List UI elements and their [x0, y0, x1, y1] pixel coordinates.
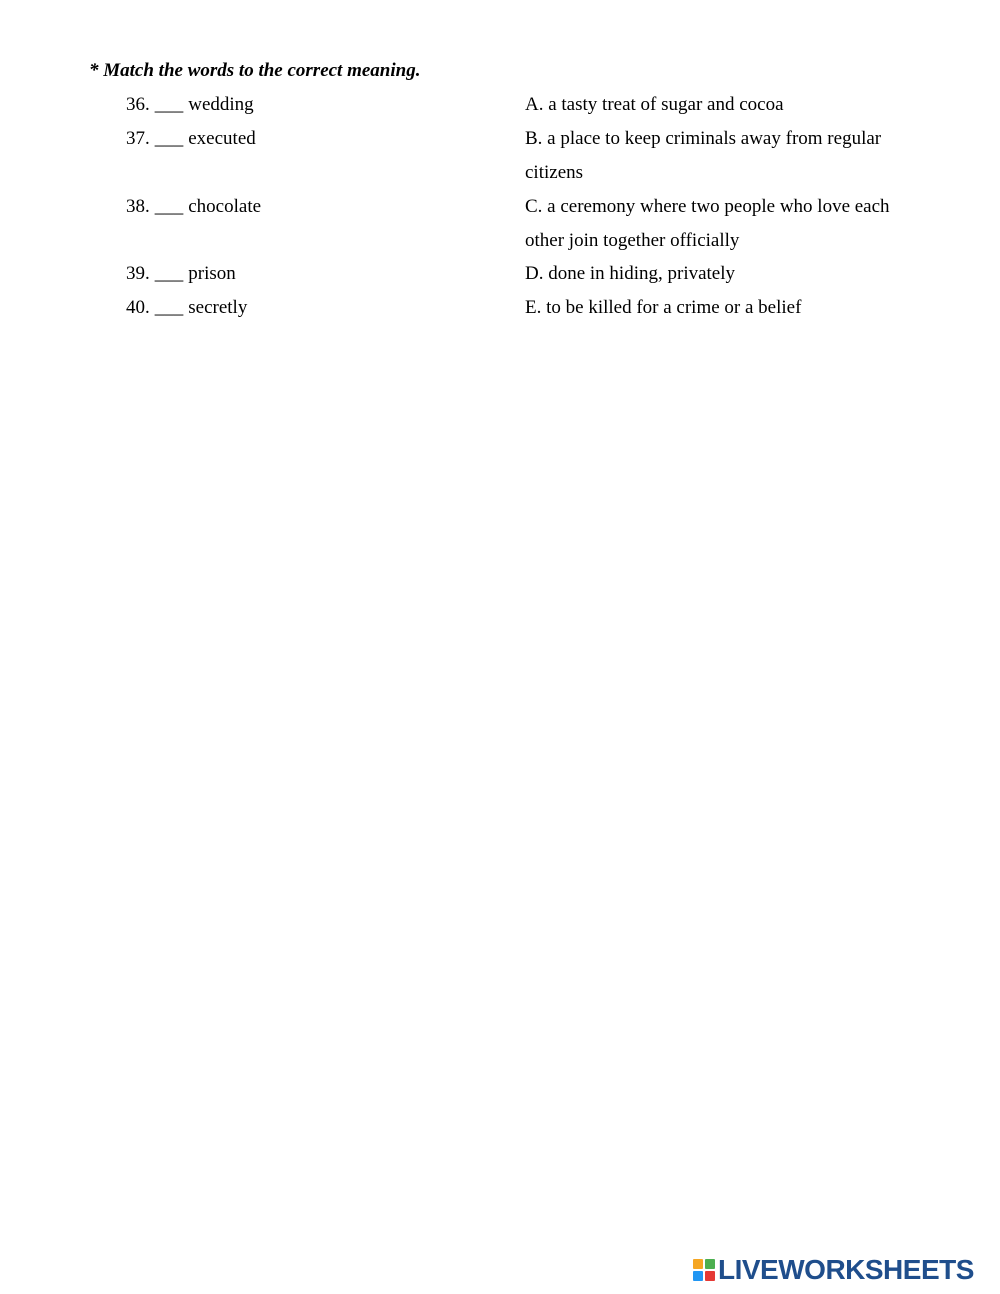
item-number: 38. [126, 196, 150, 217]
definition-a: A. a tasty treat of sugar and cocoa [525, 94, 784, 115]
logo-text: LIVEWORKSHEETS [718, 1254, 974, 1285]
definition-b: B. a place to keep criminals away from regular citizens [525, 128, 882, 183]
logo-square [705, 1271, 715, 1281]
definition-d: D. done in hiding, privately [525, 263, 736, 284]
item-38 [126, 196, 261, 218]
answer-blank[interactable]: ___ [154, 196, 184, 217]
logo-square [693, 1259, 703, 1269]
instruction-heading: * Match the words to the correct meaning. [89, 60, 421, 81]
liveworksheets-logo [693, 1255, 974, 1285]
logo-square [705, 1259, 715, 1269]
item-37 [126, 128, 256, 150]
item-40 [126, 297, 247, 319]
answer-blank[interactable]: ___ [154, 128, 184, 149]
item-word: executed [188, 128, 256, 149]
item-word: secretly [188, 297, 248, 318]
item-word: prison [188, 263, 236, 284]
answer-blank[interactable]: ___ [154, 297, 184, 318]
answer-blank[interactable]: ___ [154, 263, 184, 284]
item-39 [126, 263, 236, 285]
item-number: 36. [126, 94, 150, 115]
item-number: 37. [126, 128, 150, 149]
liveworksheets-logo-icon [693, 1259, 715, 1281]
item-word: wedding [188, 94, 254, 115]
definition-e: E. to be killed for a crime or a belief [525, 297, 802, 318]
item-number: 39. [126, 263, 150, 284]
item-number: 40. [126, 297, 150, 318]
item-36 [126, 94, 254, 116]
item-word: chocolate [188, 196, 262, 217]
definition-c: C. a ceremony where two people who love each other join together officially [525, 196, 890, 251]
logo-square [693, 1271, 703, 1281]
answer-blank[interactable]: ___ [154, 94, 184, 115]
